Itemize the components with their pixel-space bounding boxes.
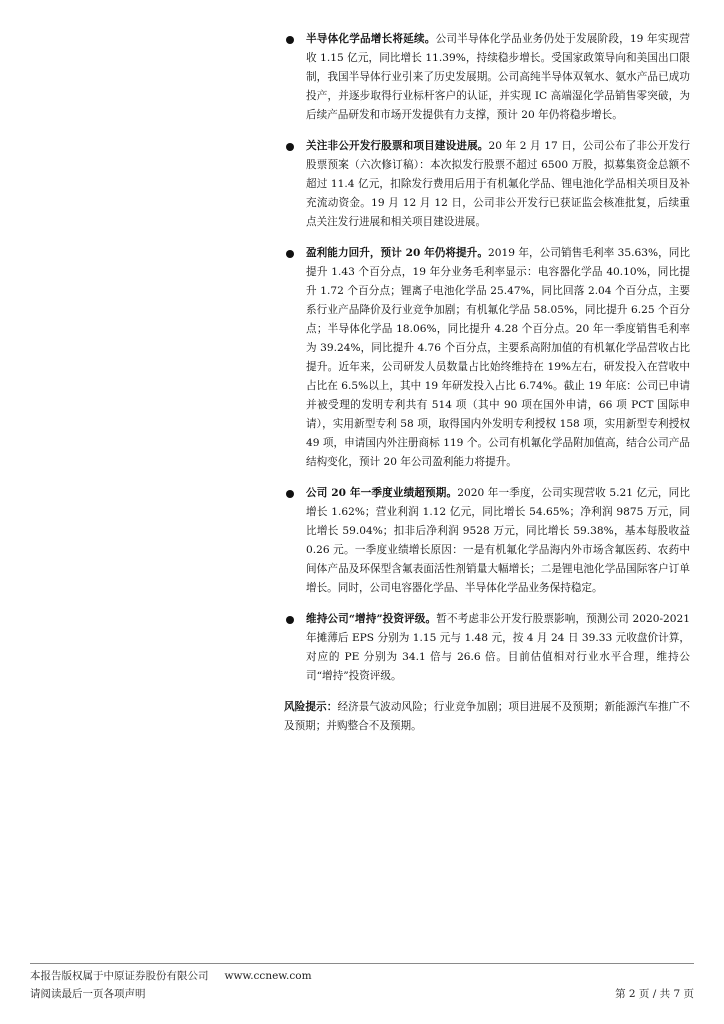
bullet-item-private-placement [284,137,690,232]
item-text: 2020 年一季度，公司实现营收 5.21 亿元，同比增长 1.62%；营业利润 1.12 亿元，同比增长 54.65%；净利润 9875 万元，同比增长 59.04%；扣非后净利润 9528 万元，同比增长 59.38%，基本每股收益 0.26 元。一季度业绩增长原因：一是有机氟化学品海内外市场含氟医药、农药中间体产品及环保型含氟表面活性剂销量大幅增长；二是锂电池化学品国际客户订单增长。同时，公司电容器化学品、半导体化学品业务保持稳定。 [306,487,690,594]
paragraph [306,137,690,232]
item-text: 公司半导体化学品业务仍处于发展阶段，19 年实现营收 1.15 亿元，同比增长 11.39%，持续稳步增长。受国家政策导向和美国出口限制，我国半导体行业引来了历史发展期。公司高纯半导体双氧水、氨水产品已成功投产，并逐步取得行业标杆客户的认证，并实现 IC 高端湿化学品销售零突破，为后续产品研发和市场开发提供有力支撑，预计 20 年仍将稳步增长。 [306,33,690,121]
footer-website[interactable]: www.ccnew.com [224,970,312,982]
paragraph [306,30,690,125]
bullet-dot [286,250,294,258]
risk-warning [284,698,690,736]
item-heading: 盈利能力回升，预计 20 年仍将提升。 [306,247,488,259]
bullet-item-q1-results [284,484,690,598]
bullet-item-semiconductor [284,30,690,125]
item-heading: 半导体化学品增长将延续。 [306,33,436,45]
bullet-dot [286,490,294,498]
bullet-dot [286,616,294,624]
footer-line-2 [30,986,694,1001]
paragraph [306,610,690,686]
paragraph [306,244,690,472]
risk-label: 风险提示： [284,701,338,713]
footer-disclaimer: 请阅读最后一页各项声明 [30,988,146,1000]
footer-copyright: 本报告版权属于中原证券股份有限公司 [30,970,209,982]
item-text: 暂不考虑非公开发行股票影响，预测公司 2020-2021 年摊薄后 EPS 分别为 1.15 元与 1.48 元，按 4 月 24 日 39.33 元收盘价计算，对应的 PE 分别为 34.1 倍与 26.6 倍。目前估值相对行业水平合理，维持公司“增持”投资评级。 [306,613,690,682]
item-heading: 维持公司“增持”投资评级。 [306,613,437,625]
bullet-item-rating [284,610,690,686]
bullet-dot [286,143,294,151]
paragraph [306,484,690,598]
footer-divider [30,963,694,964]
item-text: 2019 年，公司销售毛利率 35.63%，同比提升 1.43 个百分点，19 年分业务毛利率显示：电容器化学品 40.10%，同比提升 1.72 个百分点；锂离子电池化学品 25.47%，同比回落 2.04 个百分点，主要系行业产品降价及行业竞争加剧；有机氟化学品 58.05%，同比提升 6.25 个百分点；半导体化学品 18.06%，同比提升 4.28 个百分点。20 年一季度销售毛利率为 39.24%，同比提升 4.76 个百分点，主要系高附加值的有机氟化学品营收占比提升。近年来，公司研发人员数量占比始终维持在 19%左右，研发投入在营收中占比在 6.5%以上，其中 19 年研发投入占比 6.74%。截止 19 年底：公司已申请并被受理的发明专利共有 514 项（其中 90 项在国外申请，66 项 PCT 国际申请），实用新型专利 58 项，取得国内外发明专利授权 158 项，实用新型专利授权 49 项，申请国内外注册商标 119 个。公司有机氟化学品附加值高，结合公司产品结构变化，预计 20 年公司盈利能力将提升。 [306,247,690,468]
risk-text: 经济景气波动风险；行业竞争加剧；项目进展不及预期；新能源汽车推广不及预期；并购整合不及预期。 [284,701,691,732]
item-text: 20 年 2 月 17 日，公司公布了非公开发行股票预案（六次修订稿）：本次拟发行股票不超过 6500 万股，拟募集资金总额不超过 11.4 亿元，扣除发行费用后用于有机氟化学品、锂电池化学品相关项目及补充流动资金。19 月 12 月 12 日，公司非公开发行已获证监会核准批复，后续重点关注发行进展和相关项目建设进展。 [306,140,690,228]
item-heading: 公司 20 年一季度业绩超预期。 [306,487,458,499]
report-body [284,30,690,736]
bullet-dot [286,36,294,44]
footer-line-1 [30,968,694,983]
item-heading: 关注非公开发行股票和项目建设进展。 [306,140,489,152]
page-number: 第 2 页 / 共 7 页 [615,988,694,1000]
bullet-item-profitability [284,244,690,472]
